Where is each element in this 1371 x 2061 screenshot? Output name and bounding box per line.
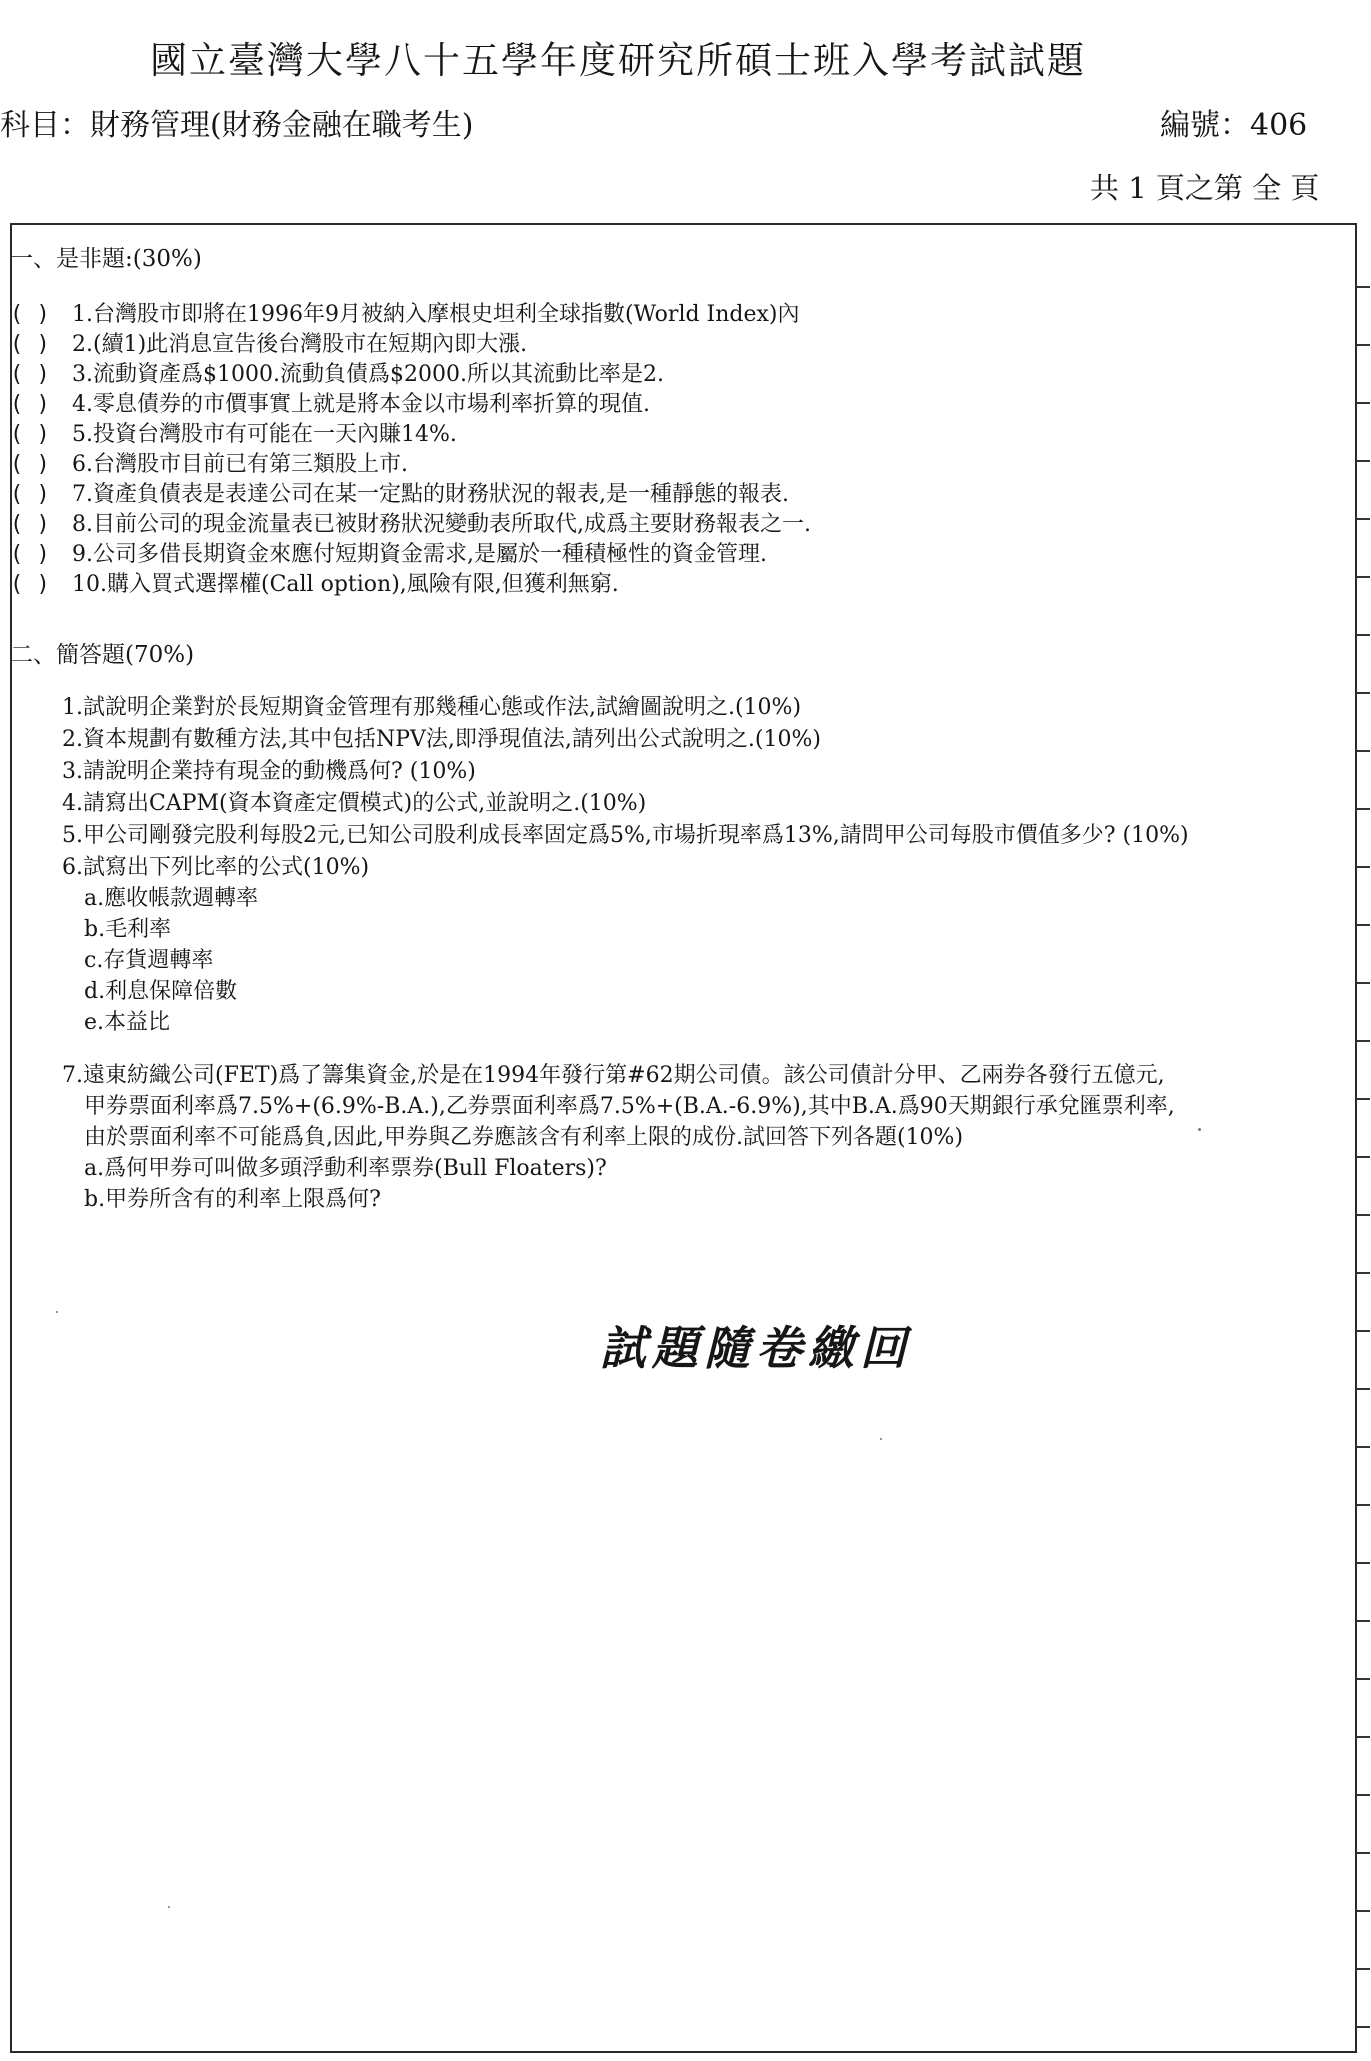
list-item: ( ) 8.目前公司的現金流量表已被財務狀況變動表所取代,成爲主要財務報表之一. [10, 510, 811, 540]
return-stamp: 試題隨卷繳回 [600, 1321, 912, 1375]
question-4: 4.請寫出CAPM(資本資產定價模式)的公式,並說明之.(10%) [62, 791, 647, 816]
exam-title: 國立臺灣大學八十五學年度研究所碩士班入學考試試題 [150, 39, 1086, 82]
answer-blank: ( ) [10, 542, 50, 567]
margin-ticks [1356, 230, 1370, 2030]
answer-blank: ( ) [10, 302, 50, 327]
scan-speck [880, 1438, 882, 1440]
scan-speck [56, 1311, 58, 1313]
list-item: ( ) 10.購入買式選擇權(Call option),風險有限,但獲利無窮. [10, 570, 811, 600]
subject-line: 科目：財務管理(財務金融在職考生) [0, 108, 474, 143]
q6-sub-b: b.毛利率 [84, 917, 172, 942]
list-item: ( ) 6.台灣股市目前已有第三類股上市. [10, 450, 811, 480]
true-false-list [10, 300, 811, 600]
q6-sub-c: c.存貨週轉率 [84, 948, 214, 973]
list-item: ( ) 9.公司多借長期資金來應付短期資金需求,是屬於一種積極性的資金管理. [10, 540, 811, 570]
q6-sub-e: e.本益比 [84, 1010, 171, 1035]
answer-blank: ( ) [10, 512, 50, 537]
question-6: 6.試寫出下列比率的公式(10%) [62, 855, 370, 880]
question-7-line-3: 由於票面利率不可能爲負,因此,甲券與乙券應該含有利率上限的成份.試回答下列各題(10%) [84, 1125, 964, 1150]
exam-code: 編號：406 [1160, 108, 1308, 143]
scan-speck [1198, 1128, 1201, 1131]
answer-blank: ( ) [10, 392, 50, 417]
q7-sub-a: a.爲何甲券可叫做多頭浮動利率票券(Bull Floaters)? [84, 1156, 607, 1181]
scan-speck [168, 1906, 170, 1908]
answer-blank: ( ) [10, 482, 50, 507]
question-7: 7.遠東紡織公司(FET)爲了籌集資金,於是在1994年發行第#62期公司債。該公司債計分甲、乙兩券各發行五億元, [62, 1063, 1165, 1088]
answer-blank: ( ) [10, 452, 50, 477]
page-info: 共 1 頁之第 全 頁 [1090, 171, 1320, 205]
section2-heading: 二、簡答題(70%) [10, 642, 195, 668]
list-item: ( ) 7.資產負債表是表達公司在某一定點的財務狀況的報表,是一種靜態的報表. [10, 480, 811, 510]
question-7-line-2: 甲券票面利率爲7.5%+(6.9%-B.A.),乙券票面利率爲7.5%+(B.A.-6.9%),其中B.A.爲90天期銀行承兌匯票利率, [84, 1094, 1175, 1119]
question-5: 5.甲公司剛發完股利每股2元,已知公司股利成長率固定爲5%,市場折現率爲13%,請問甲公司每股市價值多少? (10%) [62, 823, 1189, 848]
answer-blank: ( ) [10, 362, 50, 387]
question-2: 2.資本規劃有數種方法,其中包括NPV法,即淨現值法,請列出公式說明之.(10%) [62, 727, 821, 752]
q6-sub-a: a.應收帳款週轉率 [84, 886, 259, 911]
q6-sub-d: d.利息保障倍數 [84, 979, 238, 1004]
question-3: 3.請說明企業持有現金的動機爲何? (10%) [62, 759, 476, 784]
list-item: ( ) 4.零息債券的市價事實上就是將本金以市場利率折算的現值. [10, 390, 811, 420]
answer-blank: ( ) [10, 332, 50, 357]
list-item: ( ) 1.台灣股市即將在1996年9月被納入摩根史坦利全球指數(World Index)內 [10, 300, 811, 330]
section1-heading: 一、是非題:(30%) [10, 246, 202, 272]
q7-sub-b: b.甲券所含有的利率上限爲何? [84, 1187, 381, 1212]
list-item: ( ) 5.投資台灣股市有可能在一天內賺14%. [10, 420, 811, 450]
answer-blank: ( ) [10, 422, 50, 447]
answer-blank: ( ) [10, 572, 50, 597]
question-1: 1.試說明企業對於長短期資金管理有那幾種心態或作法,試繪圖說明之.(10%) [62, 695, 802, 720]
list-item: ( ) 3.流動資產爲$1000.流動負債爲$2000.所以其流動比率是2. [10, 360, 811, 390]
list-item: ( ) 2.(續1)此消息宣告後台灣股市在短期內即大漲. [10, 330, 811, 360]
